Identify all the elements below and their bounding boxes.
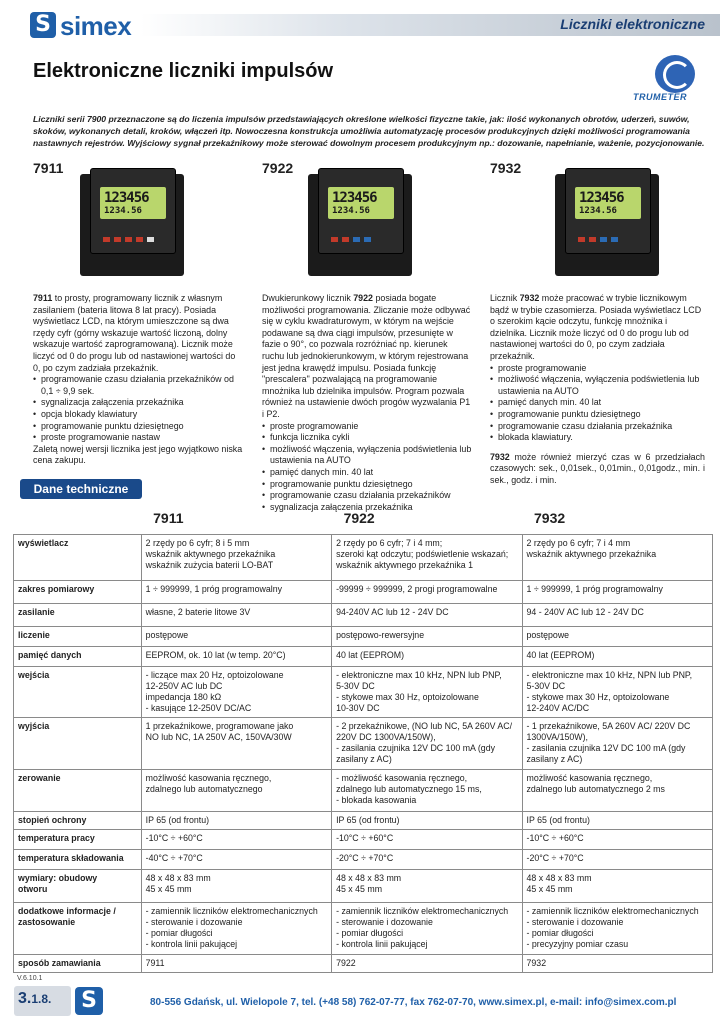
feature-item: • proste programowanie xyxy=(490,363,705,375)
spec-cell: 48 x 48 x 83 mm 45 x 45 mm xyxy=(141,870,331,903)
intro-text: Liczniki serii 7900 przeznaczone są do liczenia impulsów przedstawiających określone wielkości fizyczne takie, jak: ilość wykonanych obrotów, uderzeń, suwów, skoków, wykonanych detali, kroków, włączeń itp. Nowoczesna konstrukcja umożliwia automatyzację procesów produkcyjnych dzięki możliwości programowania nastawnych rejestrów. Wyjściowy sygnał przekaźnikowy może sterować dowolnym procesem produkcyjnym np.: dozowanie, napełnianie, ważenie, pozycjonowanie. xyxy=(33,114,705,148)
spec-row-label: wymiary: obudowy otworu xyxy=(14,870,142,903)
spec-cell: - możliwość kasowania ręcznego, zdalnego lub automatycznego 15 ms, - blokada kasowania xyxy=(332,770,522,812)
simex-logo-mark: S xyxy=(35,12,51,37)
spec-row xyxy=(14,627,713,647)
feature-item: • programowanie punktu dziesiętnego xyxy=(33,421,243,433)
spec-cell: postępowe xyxy=(141,627,331,647)
spec-row-label: wyświetlacz xyxy=(14,535,142,581)
spec-cell: IP 65 (od frontu) xyxy=(332,812,522,830)
spec-row-label: pamięć danych xyxy=(14,647,142,667)
spec-row xyxy=(14,955,713,973)
device-image-7932 xyxy=(555,168,659,278)
spec-cell: 48 x 48 x 83 mm 45 x 45 mm xyxy=(522,870,712,903)
spec-cell: -99999 ÷ 999999, 2 progi programowalne xyxy=(332,581,522,604)
page-number: 3.1.8. xyxy=(18,990,52,1007)
spec-row-label: dodatkowe informacje / zastosowanie xyxy=(14,903,142,955)
spec-row xyxy=(14,535,713,581)
spec-cell: -20°C ÷ +70°C xyxy=(332,850,522,870)
spec-cell: 2 rzędy po 6 cyfr; 8 i 5 mm wskaźnik aktywnego przekaźnika wskaźnik zużycia baterii LO-BAT xyxy=(141,535,331,581)
spec-cell: możliwość kasowania ręcznego, zdalnego lub automatycznego 2 ms xyxy=(522,770,712,812)
feature-item: • proste programowanie nastaw xyxy=(33,432,243,444)
lcd-display: 123456 1234.56 xyxy=(100,187,166,219)
spec-cell: 7932 xyxy=(522,955,712,973)
spec-row-label: stopień ochrony xyxy=(14,812,142,830)
spec-cell: możliwość kasowania ręcznego, zdalnego lub automatycznego xyxy=(141,770,331,812)
version-label: V.6.10.1 xyxy=(17,975,43,982)
spec-row-label: liczenie xyxy=(14,627,142,647)
description-7922: Dwukierunkowy licznik 7922 posiada bogate możliwości programowania. Zliczanie może odbywać się w cyklu kwadraturowym, w którym na wejście podawane są dwa ciągi impulsów, przesunięte w fazie o 90°, co pozwala rozróżniać np. kierunek ruchu lub jednokierunkowym, w którym rejestrowana jest jedna krawędź impulsu. Posiada funkcję "prescalera" pozwalającą na programowanie mnożnika lub dzielnika impulsów. Program pozwala również na ustawienie dwóch progów wyzwalania P1 i P2. • proste programowanie • funkcja licznika cykli • możliwość włączenia, wyłączenia podświetlenia lub ustawienia na AUTO • pamięć danych min. 40 lat • programowanie punktu dziesiętnego • programowanie czasu działania przekaźników • sygnalizacja załączenia przekaźnika xyxy=(262,293,472,513)
lcd-display: 123456 1234.56 xyxy=(575,187,641,219)
simex-footer-logo-icon: S xyxy=(75,987,103,1015)
column-head: 7932 xyxy=(534,510,566,526)
spec-row xyxy=(14,903,713,955)
spec-table xyxy=(13,510,713,973)
spec-row xyxy=(14,812,713,830)
device-image-7911 xyxy=(80,168,184,278)
feature-item: • sygnalizacja załączenia przekaźnika xyxy=(33,397,243,409)
spec-row xyxy=(14,770,713,812)
spec-cell: 7911 xyxy=(141,955,331,973)
spec-cell: - zamiennik liczników elektromechanicznych - sterowanie i dozowanie - pomiar długości - kontrola linii pakującej xyxy=(332,903,522,955)
spec-cell: 94 - 240V AC lub 12 - 24V DC xyxy=(522,604,712,627)
spec-cell: -20°C ÷ +70°C xyxy=(522,850,712,870)
spec-row-label: wejścia xyxy=(14,667,142,718)
spec-cell: postępowe xyxy=(522,627,712,647)
spec-row xyxy=(14,647,713,667)
spec-row-label: temperatura składowania xyxy=(14,850,142,870)
spec-row xyxy=(14,604,713,627)
section-label: Liczniki elektroniczne xyxy=(560,16,705,32)
trumeter-globe-icon xyxy=(655,55,695,93)
description-7911: 7911 to prosty, programowany licznik z własnym zasilaniem (bateria litowa 8 lat pracy). Posiada wyświetlacz LCD, na którym umieszczone są dwa rzędy cyfr (górny wskazuje wartość liczoną, dolny wskazuje wartość zaprogramowaną). Licznik może liczyć od 0 do progu lub od nastawionej wartości do 0, po czym zadziała przekaźnik. • programowanie czasu działania przekaźników od 0,1 ÷ 9,9 sek. • sygnalizacja załączenia przekaźnika • opcja blokady klawiatury • programowanie punktu dziesiętnego • proste programowanie nastaw Zaletą nowej wersji licznika jest jego wyjątkowo niska cena zakupu. xyxy=(33,293,243,467)
feature-item: • programowanie czasu działania przekaźników od 0,1 ÷ 9,9 sek. xyxy=(33,374,243,397)
feature-item: • pamięć danych min. 40 lat xyxy=(262,467,472,479)
spec-row-label: zasilanie xyxy=(14,604,142,627)
feature-item: • programowanie czasu działania przekaźników xyxy=(262,490,472,502)
spec-cell: 40 lat (EEPROM) xyxy=(332,647,522,667)
feature-item: • opcja blokady klawiatury xyxy=(33,409,243,421)
spec-cell: - 1 przekaźnikowe, 5A 260V AC/ 220V DC 1300VA/150W), - zasilania czujnika 12V DC 100 mA (gdy zasilany z AC) xyxy=(522,718,712,770)
feature-item: • pamięć danych min. 40 lat xyxy=(490,397,705,409)
spec-cell: 94-240V AC lub 12 - 24V DC xyxy=(332,604,522,627)
feature-item: • możliwość włączenia, wyłączenia podświetlenia lub ustawienia na AUTO xyxy=(262,444,472,467)
spec-cell: EEPROM, ok. 10 lat (w temp. 20°C) xyxy=(141,647,331,667)
spec-cell: - zamiennik liczników elektromechanicznych - sterowanie i dozowanie - pomiar długości - kontrola linii pakującej xyxy=(141,903,331,955)
column-head: 7911 xyxy=(153,510,184,526)
spec-row xyxy=(14,581,713,604)
footer-contact: 80-556 Gdańsk, ul. Wielopole 7, tel. (+48 58) 762-07-77, fax 762-07-70, www.simex.pl, e-mail: info@simex.com.pl xyxy=(150,997,677,1008)
spec-cell: IP 65 (od frontu) xyxy=(522,812,712,830)
model-heading-7932: 7932 xyxy=(490,160,522,176)
column-head: 7922 xyxy=(343,510,375,526)
feature-item: • blokada klawiatury. xyxy=(490,432,705,444)
description-7932: Licznik 7932 może pracować w trybie licznikowym bądź w trybie czasomierza. Posiada wyświetlacz LCD o szerokim kącie odczytu, funkcję mnożnika i dzielnika. Licznik może liczyć od 0 do progu lub od nastawionej wartości do 0, po czym zadziała przekaźnik. • proste programowanie • możliwość włączenia, wyłączenia podświetlenia lub ustawienia na AUTO • pamięć danych min. 40 lat • programowanie punktu dziesiętnego • programowanie czasu działania przekaźnika • blokada klawiatury. 7932 może również mierzyć czas w 6 przedziałach czasowych: sek., 0,01sek., 0,01min., 0,01godz., min. i sek., godz. i min. xyxy=(490,293,705,487)
spec-row xyxy=(14,830,713,850)
spec-cell: 40 lat (EEPROM) xyxy=(522,647,712,667)
model-heading-7922: 7922 xyxy=(262,160,294,176)
brand-name: simex xyxy=(60,11,132,41)
feature-item: • programowanie punktu dziesiętnego xyxy=(262,479,472,491)
feature-item: • możliwość włączenia, wyłączenia podświetlenia lub ustawienia na AUTO xyxy=(490,374,705,397)
technical-data-tab: Dane techniczne xyxy=(20,479,142,499)
spec-row-label: zakres pomiarowy xyxy=(14,581,142,604)
spec-cell: 1 ÷ 999999, 1 próg programowalny xyxy=(522,581,712,604)
spec-cell: 2 rzędy po 6 cyfr; 7 i 4 mm; szeroki kąt odczytu; podświetlenie wskazań; wskaźnik aktywnego przekaźnika 1 xyxy=(332,535,522,581)
spec-cell: 7922 xyxy=(332,955,522,973)
feature-item: • programowanie punktu dziesiętnego xyxy=(490,409,705,421)
lcd-display: 123456 1234.56 xyxy=(328,187,394,219)
spec-cell: -10°C ÷ +60°C xyxy=(141,830,331,850)
feature-item: • proste programowanie xyxy=(262,421,472,433)
page-title: Elektroniczne liczniki impulsów xyxy=(33,60,334,82)
spec-row-label: temperatura pracy xyxy=(14,830,142,850)
spec-cell: 1 przekaźnikowe, programowane jako NO lub NC, 1A 250V AC, 150VA/30W xyxy=(141,718,331,770)
spec-cell: - elektroniczne max 10 kHz, NPN lub PNP, 5-30V DC - stykowe max 30 Hz, optoizolowane 10-30V DC xyxy=(332,667,522,718)
model-heading-7911: 7911 xyxy=(33,160,64,176)
feature-item: • programowanie czasu działania przekaźnika xyxy=(490,421,705,433)
spec-cell: - 2 przekaźnikowe, (NO lub NC, 5A 260V AC/ 220V DC 1300VA/150W), - zasilania czujnika 12V DC 100 mA (gdy zasilany z AC) xyxy=(332,718,522,770)
spec-cell: -10°C ÷ +60°C xyxy=(522,830,712,850)
trumeter-logo: TRUMETER xyxy=(633,92,687,102)
spec-cell: - elektroniczne max 10 kHz, NPN lub PNP, 5-30V DC - stykowe max 30 Hz, optoizolowane 12-240V AC/DC xyxy=(522,667,712,718)
spec-cell: -10°C ÷ +60°C xyxy=(332,830,522,850)
spec-row-label: wyjścia xyxy=(14,718,142,770)
spec-cell: -40°C ÷ +70°C xyxy=(141,850,331,870)
spec-row-label: zerowanie xyxy=(14,770,142,812)
spec-row xyxy=(14,870,713,903)
spec-cell: 48 x 48 x 83 mm 45 x 45 mm xyxy=(332,870,522,903)
spec-row xyxy=(14,850,713,870)
spec-cell: postępowo-rewersyjne xyxy=(332,627,522,647)
spec-row xyxy=(14,667,713,718)
spec-cell: - zamiennik liczników elektromechanicznych - sterowanie i dozowanie - pomiar długości - precyzyjny pomiar czasu xyxy=(522,903,712,955)
feature-item: • sygnalizacja załączenia przekaźnika xyxy=(262,502,472,514)
spec-cell: własne, 2 baterie litowe 3V xyxy=(141,604,331,627)
feature-item: • funkcja licznika cykli xyxy=(262,432,472,444)
spec-cell: 1 ÷ 999999, 1 próg programowalny xyxy=(141,581,331,604)
spec-cell: - liczące max 20 Hz, optoizolowane 12-250V AC lub DC impedancja 180 kΩ - kasujące 12-250V DC/AC xyxy=(141,667,331,718)
spec-cell: 2 rzędy po 6 cyfr; 7 i 4 mm wskaźnik aktywnego przekaźnika xyxy=(522,535,712,581)
spec-cell: IP 65 (od frontu) xyxy=(141,812,331,830)
spec-row-label: sposób zamawiania xyxy=(14,955,142,973)
spec-row xyxy=(14,718,713,770)
device-image-7922 xyxy=(308,168,412,278)
